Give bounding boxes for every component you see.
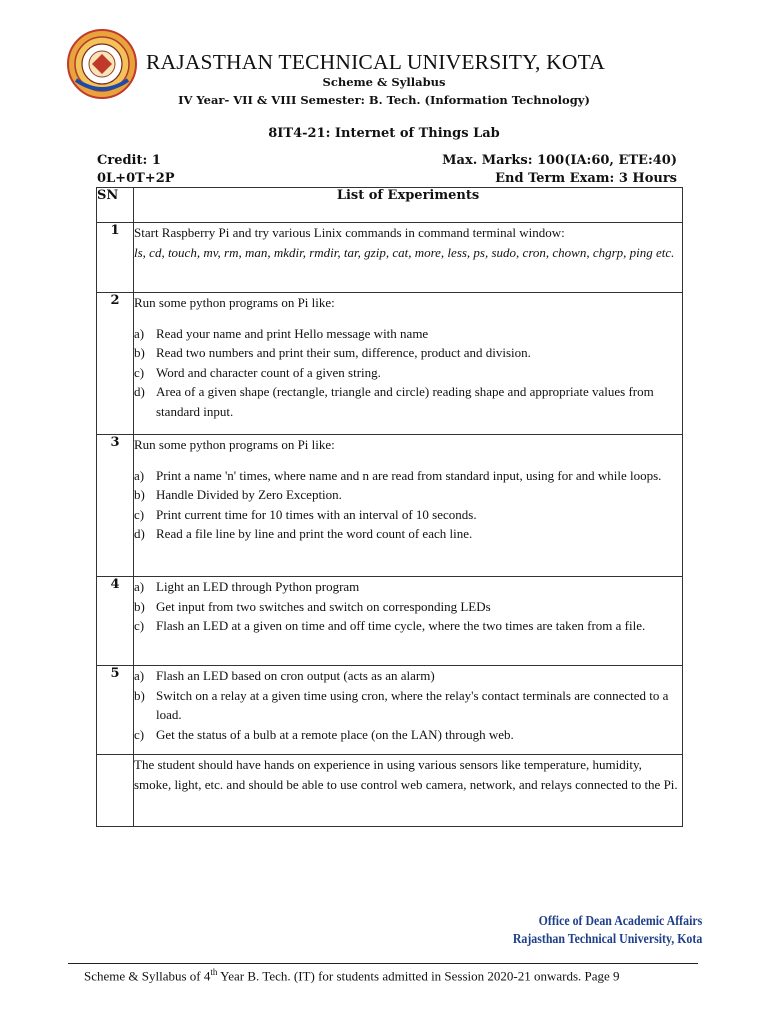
row-content [134, 577, 683, 666]
table-row [97, 223, 683, 293]
list-item: c) Flash an LED at a given on time and off time cycle, where the two times are taken from a file. [134, 618, 646, 633]
row-content [134, 223, 683, 293]
table-row [97, 293, 683, 435]
row-sn: 1 [97, 223, 134, 293]
credit-label: Credit: 1 [97, 153, 161, 168]
row-intro: Start Raspberry Pi and try various Linix commands in command terminal window: [134, 225, 565, 240]
table-row [97, 435, 683, 577]
list-item: a) Read your name and print Hello message with name [134, 325, 429, 341]
list-item: b) Switch on a relay at a given time using cron, where the relay's contact terminals are connected to a load. [134, 687, 669, 722]
row-content: The student should have hands on experience in using various sensors like temperature, humidity, smoke, light, etc. and should be able to use control web camera, network, and relays connected to the Pi. [134, 755, 683, 827]
row-content [134, 293, 683, 435]
footer-divider [68, 963, 698, 964]
row-sn: 3 [97, 435, 134, 577]
exam-duration-label: End Term Exam: 3 Hours [495, 171, 677, 186]
list-item: c) Print current time for 10 times with an interval of 10 seconds. [134, 506, 477, 522]
max-marks-label: Max. Marks: 100(IA:60, ETE:40) [442, 153, 677, 168]
list-item: a) Flash an LED based on cron output (acts as an alarm) [134, 668, 435, 683]
list-item: b) Handle Divided by Zero Exception. [134, 487, 342, 502]
sn-header: SN [97, 188, 134, 223]
row-sn: 5 [97, 666, 134, 755]
table-row [97, 577, 683, 666]
table-row [97, 755, 683, 827]
page-footer: Scheme & Syllabus of 4th Year B. Tech. (IT) for students admitted in Session 2020-21 onwards. Page 9 [84, 967, 620, 984]
list-item: d) Area of a given shape (rectangle, triangle and circle) reading shape and appropriate values from standard input. [134, 384, 654, 419]
list-item: b) Get input from two switches and switch on corresponding LEDs [134, 598, 491, 614]
stamp-line-university: Rajasthan Technical University, Kota [512, 931, 702, 946]
row-sn [97, 755, 134, 827]
experiments-table [96, 187, 683, 827]
semester-subtitle: IV Year- VII & VIII Semester: B. Tech. (Information Technology) [178, 93, 590, 107]
table-row [97, 666, 683, 755]
stamp-line-office: Office of Dean Academic Affairs [538, 913, 702, 928]
list-item: c) Word and character count of a given string. [134, 364, 381, 380]
list-item: c) Get the status of a bulb at a remote place (on the LAN) through web. [134, 726, 514, 742]
university-name: RAJASTHAN TECHNICAL UNIVERSITY, KOTA [146, 50, 605, 74]
row-sn: 2 [97, 293, 134, 435]
hours-label: 0L+0T+2P [97, 171, 175, 186]
course-title: 8IT4-21: Internet of Things Lab [268, 126, 500, 141]
list-item: a) Print a name 'n' times, where name and n are read from standard input, using for and while loops. [134, 467, 662, 483]
scheme-subtitle: Scheme & Syllabus [322, 75, 446, 89]
row-intro: Run some python programs on Pi like: [134, 295, 335, 310]
dean-signature-stamp [513, 912, 702, 948]
row-intro: Run some python programs on Pi like: [134, 437, 335, 452]
row-content [134, 435, 683, 577]
experiments-header: List of Experiments [134, 188, 683, 223]
list-item: a) Light an LED through Python program [134, 579, 360, 594]
list-item: b) Read two numbers and print their sum, difference, product and division. [134, 345, 531, 360]
list-item: d) Read a file line by line and print the word count of each line. [134, 526, 473, 541]
row-content [134, 666, 683, 755]
university-logo [66, 28, 138, 100]
row-sn: 4 [97, 577, 134, 666]
commands-list: ls, cd, touch, mv, rm, man, mkdir, rmdir, tar, gzip, cat, more, less, ps, sudo, cron, chown, chgrp, ping etc. [134, 244, 675, 260]
table-header-row [97, 188, 683, 223]
